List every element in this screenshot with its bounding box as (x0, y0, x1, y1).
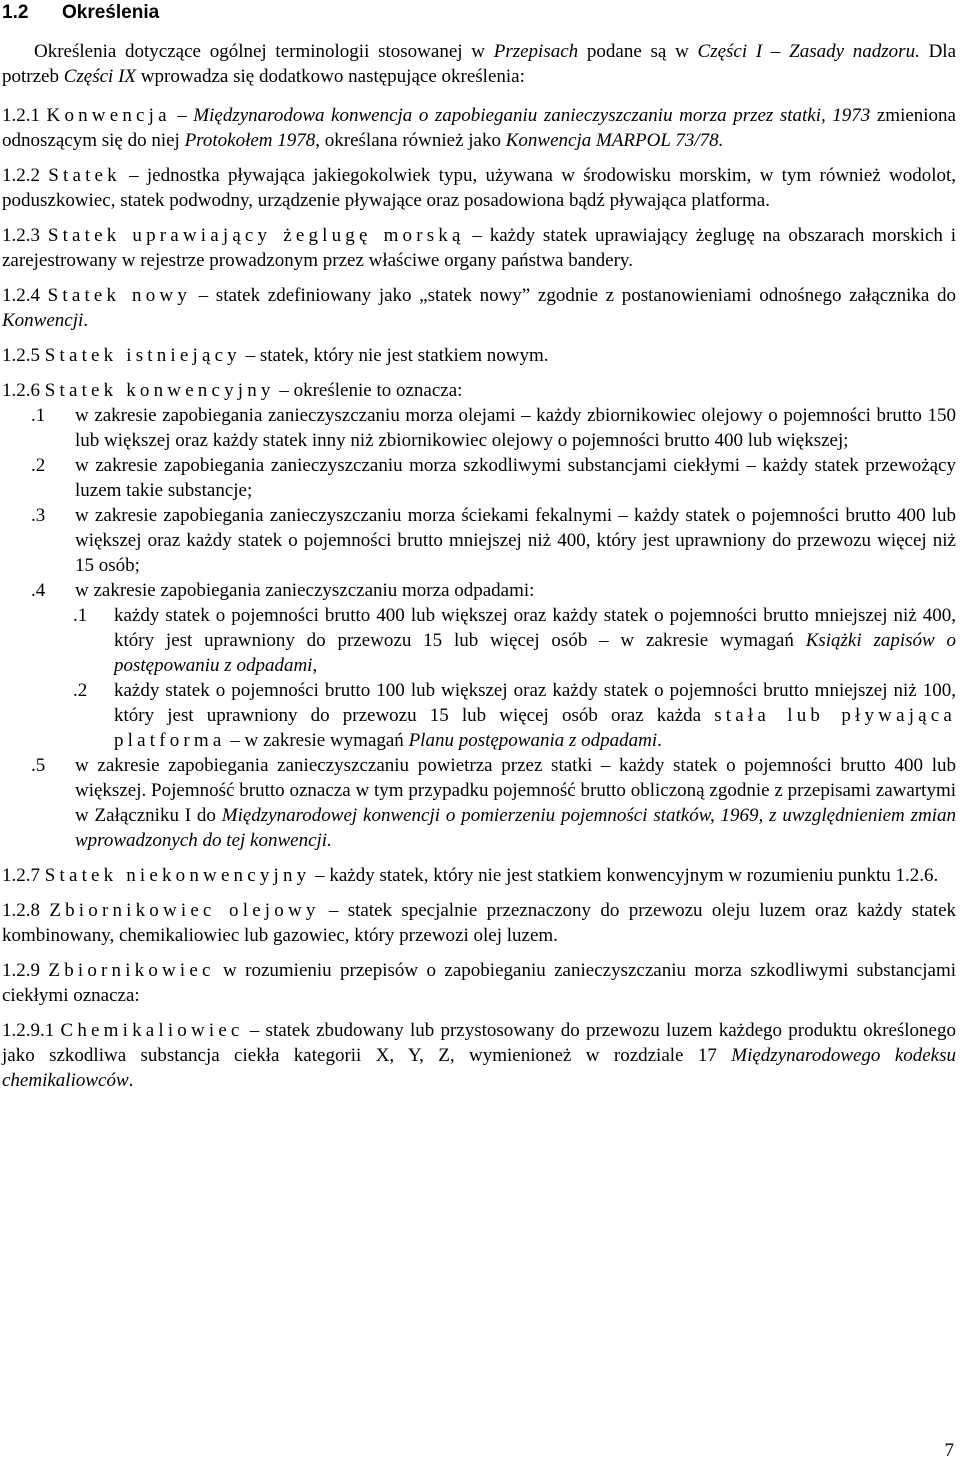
definition-number: 1.2.6 (2, 380, 40, 401)
page-number: 7 (944, 1440, 954, 1461)
list-marker: .2 (73, 680, 88, 701)
list-marker: .3 (31, 505, 46, 526)
definition-number: 1.2.3 (2, 225, 40, 246)
definition-number: 1.2.5 (2, 345, 40, 366)
definition-text: – statek, który nie jest statkiem nowym. (240, 345, 549, 366)
definition-text: . (128, 1070, 134, 1091)
intro-text: Dla potrzeb (2, 41, 957, 87)
list-item-text (114, 603, 956, 678)
definition-text: – statek specjalnie przeznaczony do przewozu oleju luzem oraz każdy statek kombinowany, chemikaliowiec lub gazowiec, który przewozi olej luzem. (2, 900, 957, 946)
definition-text: Międzynarodowego kodeksu chemikaliowców (2, 1045, 957, 1091)
definition-number: 1.2.9 (2, 960, 40, 981)
section-title: Określenia (62, 2, 160, 23)
definition-number: 1.2.8 (2, 900, 40, 921)
sub-list-item (2, 603, 956, 678)
definition-text: – każdy statek, który nie jest statkiem konwencyjnym w rozumieniu punktu 1.2.6. (310, 865, 939, 886)
definition-text: – statek zbudowany lub przystosowany do przewozu luzem każdego produktu określonego jako szkodliwa substancja ciekła kategorii X, Y, Z, wymienioneż w rozdziale 17 (2, 1020, 956, 1066)
section-heading (2, 1, 956, 25)
definition-1-2-2 (2, 163, 956, 213)
list-item-text: w zakresie zapobiegania zanieczyszczaniu morza odpadami: (75, 580, 535, 601)
definition-1-2-9-1 (2, 1018, 956, 1093)
definition-text: . (83, 310, 89, 331)
list-item-text-part: Książki zapisów o postępowaniu z odpadami (114, 630, 956, 676)
definition-number: 1.2.9.1 (2, 1020, 55, 1041)
definition-term: Statek uprawiający żeglugę morską (47, 225, 465, 246)
list-item-text-part: każdy statek o pojemności brutto 100 lub większej oraz każdy statek o pojemności brutto mniejszej niż 100, który jest uprawniony do przewozu 15 lub więcej osób oraz każda (114, 680, 956, 726)
definition-term: Statek nowy (47, 285, 191, 306)
definition-term: Statek konwencyjny (44, 380, 275, 401)
definition-text: – określenie to oznacza: (274, 380, 463, 401)
list-marker: .2 (31, 455, 46, 476)
definition-1-2-3 (2, 223, 956, 273)
definition-term: Chemikaliowiec (60, 1020, 244, 1041)
definition-text: zmieniona odnoszącym się do niej (2, 105, 956, 151)
list-item (2, 453, 956, 503)
list-item-text-part: Planu postępowania z odpadami (408, 730, 658, 751)
definition-1-2-6 (2, 378, 956, 403)
sub-list-item (2, 678, 956, 753)
definition-text: – statek zdefiniowany jako „statek nowy” zgodnie z postanowieniami odnośnego załącznika do (191, 285, 956, 306)
definition-1-2-9 (2, 958, 956, 1008)
list-item-text-part: – w zakresie wymagań (225, 730, 409, 751)
list-item-text (75, 753, 956, 853)
definition-number: 1.2.4 (2, 285, 40, 306)
definition-text: Konwencji (2, 310, 84, 331)
intro-text: Części IX (63, 66, 137, 87)
list-item-text-part: w zakresie zapobiegania zanieczyszczaniu powietrza przez statki – każdy statek o pojemności brutto 400 lub większej. Pojemność brutto oznacza w tym przypadku pojemność brutto obliczoną zgodnie z przepisami zawartymi w Załączniku I do (75, 755, 956, 826)
list-item (2, 753, 956, 853)
list-item-text-part: każdy statek o pojemności brutto 400 lub większej oraz każdy statek o pojemności brutto mniejszej niż 400, który jest uprawniony do przewozu 15 lub więcej osób – w zakresie wymagań (114, 605, 956, 651)
list-item-text: w zakresie zapobiegania zanieczyszczaniu morza szkodliwymi substancjami ciekłymi – każdy statek przewożący luzem takie substancje; (75, 455, 956, 501)
list-item-text: w zakresie zapobiegania zanieczyszczaniu morza ściekami fekalnymi – każdy statek o pojemności brutto 400 lub większej oraz każdy statek o pojemności brutto mniejszej niż 400, który jest uprawniony do przewozu więcej niż 15 osób; (75, 505, 956, 576)
intro-paragraph (2, 39, 956, 89)
definition-1-2-7 (2, 863, 956, 888)
list-item-text-part: Międzynarodowej konwencji o pomierzeniu pojemności statków, 1969, z uwzględnieniem zmian wprowadzonych do tej konwencji. (75, 805, 956, 851)
list-marker: .5 (31, 755, 46, 776)
definition-number: 1.2.2 (2, 165, 40, 186)
definition-1-2-1 (2, 103, 956, 153)
definition-number: 1.2.7 (2, 865, 40, 886)
definition-term: Statek (48, 165, 121, 186)
definition-term: Zbiornikowiec (48, 960, 215, 981)
definition-term: Konwencja (46, 105, 171, 126)
list-item-text-part: stała lub pływająca platforma (114, 705, 956, 751)
list-item (2, 578, 956, 603)
definition-text: Konwencja MARPOL 73/78. (505, 130, 724, 151)
definition-number: 1.2.1 (2, 105, 40, 126)
intro-text: Określenia dotyczące ogólnej terminologii stosowanej w (34, 41, 494, 62)
definition-term: Statek niekonwencyjny (44, 865, 311, 886)
intro-text: Przepisach (493, 41, 579, 62)
list-item-text (114, 678, 956, 753)
definition-term: Zbiornikowiec olejowy (49, 900, 320, 921)
definition-text: , określana również jako (315, 130, 506, 151)
intro-text: podane są w (578, 41, 698, 62)
list-item-text-part: , (312, 655, 318, 676)
intro-text: Części I – Zasady nadzoru. (697, 41, 920, 62)
list-marker: .1 (31, 405, 46, 426)
definition-text: – każdy statek uprawiający żeglugę na obszarach morskich i zarejestrowany w rejestrze prowadzonym przez właściwe organy państwa bandery. (2, 225, 957, 271)
list-item-text: w zakresie zapobiegania zanieczyszczaniu morza olejami – każdy zbiornikowiec olejowy o pojemności brutto 150 lub większej oraz każdy statek inny niż zbiornikowiec olejowy o pojemności brutto 400 lub większej; (75, 405, 956, 451)
list-marker: .1 (73, 605, 88, 626)
list-item (2, 503, 956, 578)
definition-1-2-4 (2, 283, 956, 333)
definition-term: Statek istniejący (44, 345, 241, 366)
definition-text: Międzynarodowa konwencja o zapobieganiu zanieczyszczaniu morza przez statki, 1973 (193, 105, 871, 126)
definition-text: w rozumieniu przepisów o zapobieganiu zanieczyszczaniu morza szkodliwymi substancjami ciekłymi oznacza: (2, 960, 956, 1006)
definition-1-2-8 (2, 898, 956, 948)
list-item (2, 403, 956, 453)
intro-text: wprowadza się dodatkowo następujące określenia: (136, 66, 525, 87)
definition-text: – (170, 105, 194, 126)
definition-text: Protokołem 1978 (184, 130, 316, 151)
list-marker: .4 (31, 580, 46, 601)
section-number: 1.2 (2, 2, 29, 23)
definition-1-2-5 (2, 343, 956, 368)
definition-text: – jednostka pływająca jakiegokolwiek typu, używana w środowisku morskim, w tym również wodolot, poduszkowiec, statek podwodny, urządzenie pływające oraz posadowiona bądź pływająca platforma. (2, 165, 957, 211)
list-item-text-part: . (657, 730, 662, 751)
